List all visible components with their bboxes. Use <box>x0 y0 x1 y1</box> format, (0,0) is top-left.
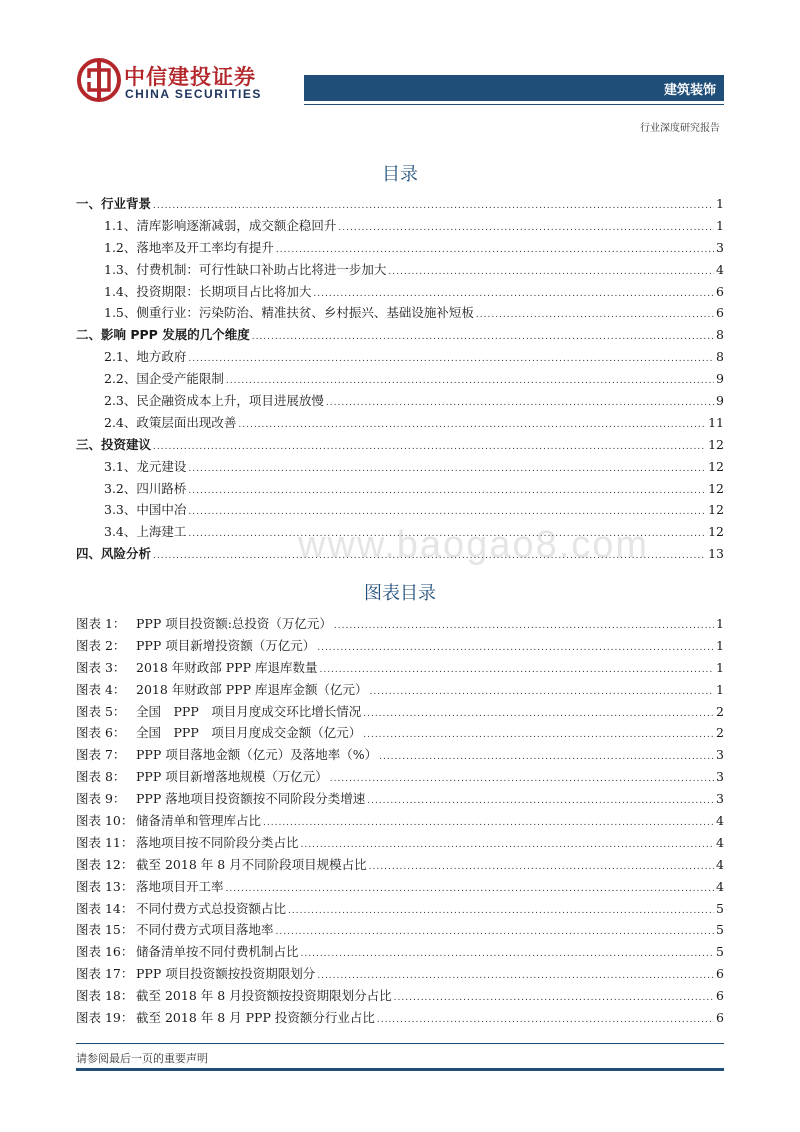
figure-caption: PPP 项目新增投资额（万亿元） <box>136 637 316 653</box>
figure-number: 图表 10： <box>76 813 134 829</box>
figure-caption: 截至 2018 年 8 月投资额按投资期限划分占比 <box>136 988 392 1004</box>
toc-entry-page: 8 <box>716 349 724 365</box>
toc-entry-label: 2.4、政策层面出现改善 <box>104 414 237 430</box>
header-bar <box>304 75 724 101</box>
watermark: www.baogao8.com <box>298 524 650 566</box>
figure-entry[interactable] <box>76 680 724 702</box>
dot-leader <box>276 927 715 937</box>
toc-entry[interactable] <box>76 369 724 391</box>
figures-title: 图表目录 <box>364 583 436 604</box>
dot-leader <box>188 507 706 517</box>
toc-entry-page: 12 <box>708 436 724 452</box>
toc-entry[interactable] <box>76 391 724 413</box>
figure-entry-label <box>76 658 317 676</box>
dot-leader <box>388 267 714 277</box>
toc-entry-label: 一、行业背景 <box>76 196 152 211</box>
figure-number: 图表 1： <box>76 616 126 631</box>
figure-number: 图表 14： <box>76 900 134 916</box>
figure-entry-page: 1 <box>716 637 724 653</box>
toc-entry-label: 2.2、国企受产能限制 <box>104 371 224 387</box>
toc-entry[interactable] <box>76 194 724 216</box>
figure-entry-label <box>76 1008 375 1026</box>
figure-entry[interactable] <box>76 636 724 658</box>
toc-entry-page: 9 <box>716 393 724 409</box>
figure-entry-page: 2 <box>716 725 724 741</box>
figure-entry-label <box>76 614 332 632</box>
dot-leader <box>363 730 714 740</box>
dot-leader <box>379 752 714 762</box>
figure-entry-label <box>76 767 328 785</box>
footer-bar <box>76 1068 724 1071</box>
toc-entry[interactable] <box>76 238 724 260</box>
figure-entry-page: 3 <box>716 769 724 785</box>
toc-entry-label: 3.3、中国中冶 <box>104 502 187 518</box>
table-of-contents <box>76 194 724 566</box>
figure-number: 图表 7： <box>76 747 126 763</box>
dot-leader <box>476 310 714 320</box>
toc-entry-page: 6 <box>716 283 724 299</box>
figure-number: 图表 18： <box>76 988 134 1004</box>
figure-number: 图表 13： <box>76 878 134 894</box>
figure-caption: 截至 2018 年 8 月 PPP 投资额分行业占比 <box>136 1010 375 1026</box>
figure-entry[interactable] <box>76 614 724 636</box>
figure-entry-page: 5 <box>716 922 724 938</box>
dot-leader <box>226 376 714 386</box>
report-type: 行业深度研究报告 <box>640 123 720 134</box>
figure-entry[interactable] <box>76 855 724 877</box>
figure-caption: 储备清单和管理库占比 <box>136 813 262 829</box>
toc-entry[interactable] <box>76 216 724 238</box>
figure-entry-label <box>76 745 377 763</box>
dot-leader <box>377 1015 714 1025</box>
figure-caption: 不同付费方式项目落地率 <box>136 922 274 938</box>
figure-entry[interactable] <box>76 745 724 767</box>
dot-leader <box>276 245 714 255</box>
dot-leader <box>334 621 714 631</box>
toc-entry[interactable] <box>76 500 724 522</box>
dot-leader <box>313 289 714 299</box>
figure-number: 图表 15： <box>76 922 134 938</box>
logo-english-name: CHINA SECURITIES <box>125 87 262 101</box>
toc-entry-page: 6 <box>716 305 724 321</box>
figure-entry-label <box>76 702 361 720</box>
figure-caption: 截至 2018 年 8 月不同阶段项目规模占比 <box>136 856 367 872</box>
figure-entry-page: 1 <box>716 681 724 697</box>
figure-entry-label <box>76 986 392 1004</box>
figure-number: 图表 6： <box>76 725 126 741</box>
figure-entry-page: 4 <box>716 856 724 872</box>
figure-number: 图表 19： <box>76 1010 134 1026</box>
toc-entry-page: 11 <box>708 414 724 430</box>
logo-chinese-name: 中信建投证券 <box>124 65 256 89</box>
dot-leader <box>326 398 714 408</box>
dot-leader <box>301 840 715 850</box>
figure-entry-label <box>76 680 367 698</box>
figure-caption: 全国 PPP 项目月度成交金额（亿元） <box>136 725 362 741</box>
figure-entry-page: 4 <box>716 813 724 829</box>
figure-entry[interactable] <box>76 942 724 964</box>
figure-list <box>76 614 724 1030</box>
figure-entry-label <box>76 789 365 807</box>
dot-leader <box>330 774 714 784</box>
toc-entry-label: 1.3、付费机制：可行性缺口补助占比将进一步加大 <box>104 261 387 277</box>
figure-entry-label <box>76 920 274 938</box>
figure-caption: 储备清单按不同付费机制占比 <box>136 944 299 960</box>
figure-entry-label <box>76 964 315 982</box>
figure-caption: 全国 PPP 项目月度成交环比增长情况 <box>136 703 362 719</box>
figure-entry-label <box>76 833 299 851</box>
figure-entry-label <box>76 636 315 654</box>
toc-entry-label: 3.2、四川路桥 <box>104 480 187 496</box>
dot-leader <box>238 420 706 430</box>
figure-entry-page: 6 <box>716 988 724 1004</box>
dot-leader <box>188 354 714 364</box>
figure-caption: 2018 年财政部 PPP 库退库数量 <box>136 659 318 675</box>
figure-number: 图表 5： <box>76 703 126 719</box>
toc-entry-page: 4 <box>716 261 724 277</box>
dot-leader <box>317 971 714 981</box>
figure-entry-page: 2 <box>716 703 724 719</box>
figure-entry[interactable] <box>76 1008 724 1030</box>
toc-entry-page: 9 <box>716 371 724 387</box>
figure-entry-page: 5 <box>716 944 724 960</box>
dot-leader <box>363 709 714 719</box>
dot-leader <box>226 884 715 894</box>
figure-entry[interactable] <box>76 920 724 942</box>
company-logo <box>77 58 307 106</box>
footer-notice: 请参阅最后一页的重要声明 <box>76 1052 208 1065</box>
figure-entry[interactable] <box>76 767 724 789</box>
figure-caption: PPP 落地项目投资额按不同阶段分类增速 <box>136 791 366 807</box>
dot-leader <box>338 223 714 233</box>
toc-entry-label: 二、影响 PPP 发展的几个维度 <box>76 327 250 343</box>
figure-entry-label <box>76 811 261 829</box>
toc-entry-label: 1.5、侧重行业：污染防治、精准扶贫、乡村振兴、基础设施补短板 <box>104 305 474 321</box>
figure-entry-page: 6 <box>716 1010 724 1026</box>
dot-leader <box>288 906 714 916</box>
figure-number: 图表 16： <box>76 944 134 960</box>
figure-entry-page: 3 <box>716 747 724 763</box>
dot-leader <box>153 442 706 452</box>
figure-entry[interactable] <box>76 811 724 833</box>
figure-entry[interactable] <box>76 658 724 680</box>
toc-entry-label: 1.1、清库影响逐渐减弱，成交额企稳回升 <box>104 217 337 233</box>
toc-entry-label: 1.2、落地率及开工率均有提升 <box>104 239 274 255</box>
toc-entry-page: 12 <box>708 458 724 474</box>
dot-leader <box>252 332 714 342</box>
figure-entry[interactable] <box>76 723 724 745</box>
figure-entry-page: 5 <box>716 900 724 916</box>
toc-entry[interactable] <box>76 260 724 282</box>
figure-entry-page: 1 <box>716 616 724 631</box>
toc-entry[interactable] <box>76 457 724 479</box>
toc-entry[interactable] <box>76 303 724 325</box>
citic-emblem-icon <box>77 58 121 102</box>
dot-leader <box>153 201 714 211</box>
figure-entry-page: 3 <box>716 791 724 807</box>
toc-entry-label: 1.4、投资期限：长期项目占比将加大 <box>104 283 312 299</box>
figure-entry-label <box>76 855 367 873</box>
figure-entry-page: 6 <box>716 966 724 982</box>
figure-entry[interactable] <box>76 899 724 921</box>
figure-entry-label <box>76 723 361 741</box>
toc-entry-label: 3.1、龙元建设 <box>104 458 187 474</box>
page-header <box>0 0 800 140</box>
toc-entry[interactable] <box>76 347 724 369</box>
toc-entry-label: 三、投资建议 <box>76 436 152 452</box>
toc-entry-page: 13 <box>708 546 724 562</box>
figure-caption: PPP 项目投资额按投资期限划分 <box>136 966 316 982</box>
industry-label: 建筑装饰 <box>663 83 716 98</box>
toc-entry-label: 3.4、上海建工 <box>104 524 187 540</box>
toc-entry-page: 1 <box>716 217 724 233</box>
dot-leader <box>319 665 714 675</box>
figure-number: 图表 8： <box>76 769 126 785</box>
figure-caption: 落地项目按不同阶段分类占比 <box>136 834 299 850</box>
toc-entry-page: 3 <box>716 239 724 255</box>
dot-leader <box>317 643 714 653</box>
dot-leader <box>188 486 706 496</box>
figure-entry-label <box>76 942 299 960</box>
toc-entry[interactable] <box>76 282 724 304</box>
figure-entry-page: 1 <box>716 659 724 675</box>
toc-entry-page: 12 <box>708 480 724 496</box>
footer-divider <box>76 1043 724 1044</box>
dot-leader <box>188 464 706 474</box>
figure-caption: 不同付费方式总投资额占比 <box>136 900 287 916</box>
figure-entry[interactable] <box>76 833 724 855</box>
figure-number: 图表 17： <box>76 966 134 982</box>
figure-entry[interactable] <box>76 789 724 811</box>
dot-leader <box>301 949 715 959</box>
toc-entry-page: 8 <box>716 327 724 343</box>
figure-caption: PPP 项目新增落地规模（万亿元） <box>136 769 328 785</box>
header-divider <box>304 104 724 105</box>
toc-entry-label: 四、风险分析 <box>76 546 152 562</box>
toc-entry[interactable] <box>76 325 724 347</box>
figure-entry[interactable] <box>76 986 724 1008</box>
toc-entry-page: 12 <box>708 502 724 518</box>
figure-entry[interactable] <box>76 964 724 986</box>
figure-entry-page: 4 <box>716 878 724 894</box>
toc-entry-page: 12 <box>708 524 724 540</box>
dot-leader <box>394 993 714 1003</box>
figure-number: 图表 2： <box>76 637 126 653</box>
figure-number: 图表 9： <box>76 791 126 807</box>
toc-entry-label: 2.1、地方政府 <box>104 349 187 365</box>
figure-number: 图表 12： <box>76 856 134 872</box>
figure-number: 图表 3： <box>76 659 126 675</box>
toc-title: 目录 <box>382 164 418 185</box>
figure-caption: 2018 年财政部 PPP 库退库金额（亿元） <box>136 681 368 697</box>
dot-leader <box>369 862 714 872</box>
figure-caption: PPP 项目投资额:总投资（万亿元） <box>136 616 332 631</box>
toc-entry-page: 1 <box>716 196 724 211</box>
figure-entry-page: 4 <box>716 834 724 850</box>
figure-number: 图表 4： <box>76 681 126 697</box>
toc-entry-label: 2.3、民企融资成本上升，项目进展放慢 <box>104 393 324 409</box>
figure-entry-label <box>76 877 224 895</box>
toc-entry[interactable] <box>76 435 724 457</box>
dot-leader <box>369 687 714 697</box>
figure-caption: 落地项目开工率 <box>136 878 224 894</box>
dot-leader <box>367 796 714 806</box>
toc-entry[interactable] <box>76 479 724 501</box>
figure-number: 图表 11： <box>76 834 134 850</box>
figure-entry-label <box>76 899 286 917</box>
toc-entry[interactable] <box>76 413 724 435</box>
figure-entry[interactable] <box>76 877 724 899</box>
figure-caption: PPP 项目落地金额（亿元）及落地率（%） <box>136 747 378 763</box>
dot-leader <box>263 818 714 828</box>
figure-entry[interactable] <box>76 702 724 724</box>
